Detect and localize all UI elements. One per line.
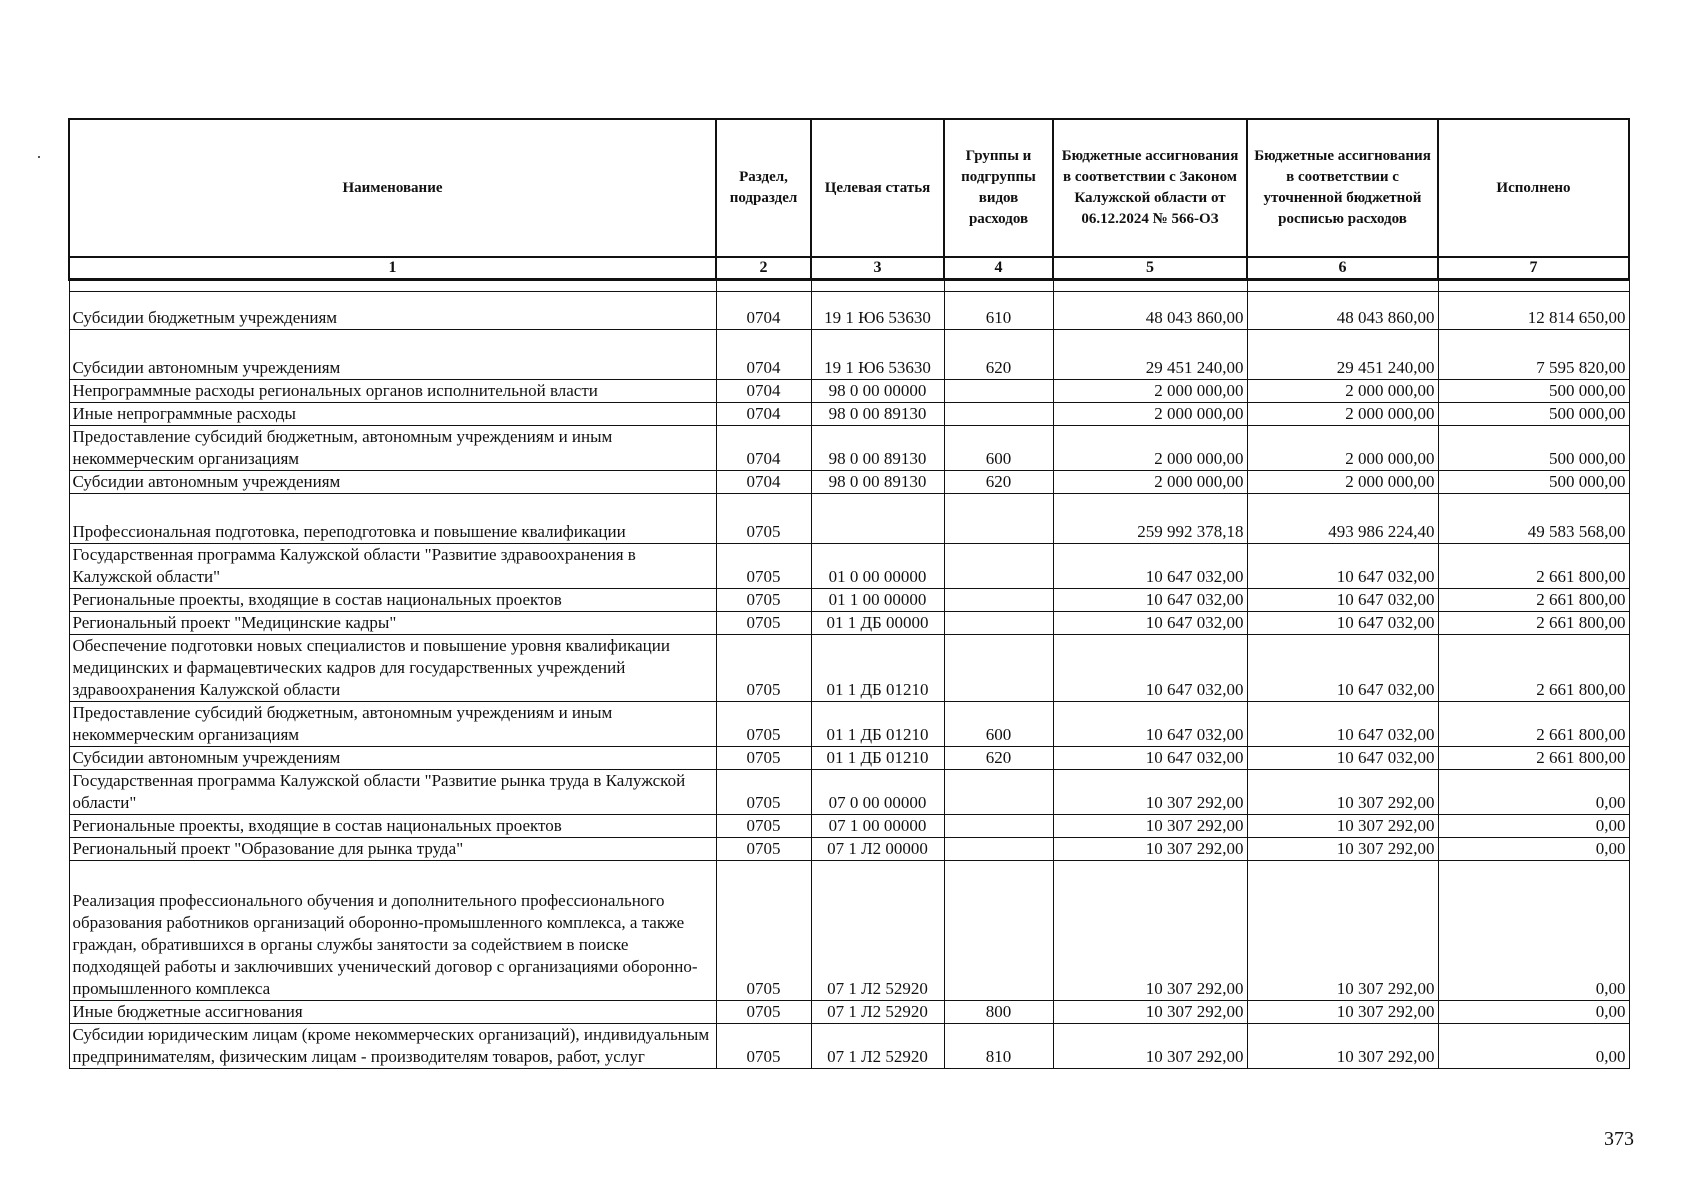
row-law: 48 043 860,00 xyxy=(1053,292,1247,330)
row-name: Субсидии автономным учреждениям xyxy=(69,330,716,380)
table-row xyxy=(69,1024,1629,1069)
row-executed: 0,00 xyxy=(1438,838,1629,861)
row-refined: 2 000 000,00 xyxy=(1247,403,1438,426)
row-name: Иные бюджетные ассигнования xyxy=(69,1001,716,1024)
table-row xyxy=(69,612,1629,635)
row-section: 0705 xyxy=(716,1001,811,1024)
row-refined: 10 647 032,00 xyxy=(1247,544,1438,589)
row-name: Субсидии автономным учреждениям xyxy=(69,747,716,770)
row-group xyxy=(944,380,1053,403)
table-row xyxy=(69,770,1629,815)
row-refined: 29 451 240,00 xyxy=(1247,330,1438,380)
row-target: 07 1 00 00000 xyxy=(811,815,944,838)
row-name: Государственная программа Калужской области "Развитие здравоохранения в Калужской области" xyxy=(69,544,716,589)
header-executed: Исполнено xyxy=(1438,119,1629,257)
table-row xyxy=(69,1001,1629,1024)
table-row xyxy=(69,635,1629,702)
table-row xyxy=(69,494,1629,544)
row-group xyxy=(944,403,1053,426)
row-executed: 0,00 xyxy=(1438,1024,1629,1069)
table-row xyxy=(69,471,1629,494)
row-law: 10 307 292,00 xyxy=(1053,815,1247,838)
row-section: 0705 xyxy=(716,861,811,1001)
row-group xyxy=(944,589,1053,612)
row-name: Обеспечение подготовки новых специалистов и повышение уровня квалификации медицинских и фармацевтических кадров для государственных учреждений здравоохранения Калужской области xyxy=(69,635,716,702)
row-target: 07 1 Л2 52920 xyxy=(811,1024,944,1069)
row-section: 0705 xyxy=(716,612,811,635)
table-row xyxy=(69,815,1629,838)
row-refined: 2 000 000,00 xyxy=(1247,380,1438,403)
table-row xyxy=(69,747,1629,770)
row-section: 0705 xyxy=(716,815,811,838)
row-name: Региональные проекты, входящие в состав национальных проектов xyxy=(69,589,716,612)
table-row xyxy=(69,589,1629,612)
row-group: 620 xyxy=(944,330,1053,380)
row-name: Непрограммные расходы региональных органов исполнительной власти xyxy=(69,380,716,403)
row-target: 07 1 Л2 52920 xyxy=(811,1001,944,1024)
row-target xyxy=(811,494,944,544)
row-refined: 10 307 292,00 xyxy=(1247,770,1438,815)
row-executed: 0,00 xyxy=(1438,770,1629,815)
header-row xyxy=(69,119,1629,257)
row-section: 0705 xyxy=(716,1024,811,1069)
row-law: 10 307 292,00 xyxy=(1053,1024,1247,1069)
row-law: 2 000 000,00 xyxy=(1053,426,1247,471)
row-group xyxy=(944,815,1053,838)
row-executed: 500 000,00 xyxy=(1438,426,1629,471)
column-number: 1 xyxy=(69,257,716,280)
row-law: 10 647 032,00 xyxy=(1053,702,1247,747)
table-row xyxy=(69,544,1629,589)
row-section: 0704 xyxy=(716,426,811,471)
row-executed: 2 661 800,00 xyxy=(1438,635,1629,702)
row-target: 98 0 00 00000 xyxy=(811,380,944,403)
row-section: 0705 xyxy=(716,702,811,747)
row-refined: 10 307 292,00 xyxy=(1247,838,1438,861)
row-group: 800 xyxy=(944,1001,1053,1024)
row-section: 0704 xyxy=(716,330,811,380)
row-target: 07 1 Л2 00000 xyxy=(811,838,944,861)
table-row xyxy=(69,702,1629,747)
row-refined: 10 647 032,00 xyxy=(1247,747,1438,770)
row-target: 01 1 ДБ 01210 xyxy=(811,702,944,747)
row-target: 07 0 00 00000 xyxy=(811,770,944,815)
table-row xyxy=(69,330,1629,380)
row-refined: 48 043 860,00 xyxy=(1247,292,1438,330)
table-row xyxy=(69,861,1629,1001)
row-name: Субсидии юридическим лицам (кроме некоммерческих организаций), индивидуальным предпринимателям, физическим лицам - производителям товаров, работ, услуг xyxy=(69,1024,716,1069)
row-executed: 0,00 xyxy=(1438,815,1629,838)
row-law: 10 307 292,00 xyxy=(1053,838,1247,861)
column-number: 3 xyxy=(811,257,944,280)
row-executed: 7 595 820,00 xyxy=(1438,330,1629,380)
row-law: 10 647 032,00 xyxy=(1053,589,1247,612)
row-section: 0705 xyxy=(716,544,811,589)
row-executed: 500 000,00 xyxy=(1438,403,1629,426)
row-refined: 2 000 000,00 xyxy=(1247,471,1438,494)
row-group: 810 xyxy=(944,1024,1053,1069)
table-row xyxy=(69,838,1629,861)
row-group xyxy=(944,494,1053,544)
row-executed: 2 661 800,00 xyxy=(1438,612,1629,635)
row-name: Иные непрограммные расходы xyxy=(69,403,716,426)
row-law: 2 000 000,00 xyxy=(1053,380,1247,403)
row-law: 259 992 378,18 xyxy=(1053,494,1247,544)
table-row xyxy=(69,380,1629,403)
row-name: Реализация профессионального обучения и дополнительного профессионального образования работников организаций оборонно-промышленного комплекса, а также граждан, обратившихся в органы службы занятости за содействием в поиске подходящей работы и заключивших ученический договор с организациями оборонно-промышленного комплекса xyxy=(69,861,716,1001)
column-number: 7 xyxy=(1438,257,1629,280)
row-executed: 0,00 xyxy=(1438,861,1629,1001)
table-row xyxy=(69,426,1629,471)
row-executed: 500 000,00 xyxy=(1438,471,1629,494)
row-section: 0705 xyxy=(716,770,811,815)
row-section: 0704 xyxy=(716,292,811,330)
row-refined: 493 986 224,40 xyxy=(1247,494,1438,544)
row-target: 98 0 00 89130 xyxy=(811,471,944,494)
row-refined: 10 307 292,00 xyxy=(1247,815,1438,838)
row-target: 19 1 Ю6 53630 xyxy=(811,330,944,380)
row-target: 01 1 ДБ 01210 xyxy=(811,635,944,702)
row-group xyxy=(944,861,1053,1001)
row-refined: 10 307 292,00 xyxy=(1247,861,1438,1001)
row-section: 0705 xyxy=(716,747,811,770)
header-target: Целевая статья xyxy=(811,119,944,257)
column-number: 4 xyxy=(944,257,1053,280)
row-name: Региональный проект "Образование для рынка труда" xyxy=(69,838,716,861)
row-section: 0705 xyxy=(716,635,811,702)
row-section: 0704 xyxy=(716,380,811,403)
header-group: Группы и подгруппы видов расходов xyxy=(944,119,1053,257)
row-section: 0704 xyxy=(716,403,811,426)
row-law: 29 451 240,00 xyxy=(1053,330,1247,380)
row-name: Государственная программа Калужской области "Развитие рынка труда в Калужской области" xyxy=(69,770,716,815)
row-target: 01 1 ДБ 01210 xyxy=(811,747,944,770)
table-row xyxy=(69,292,1629,330)
row-executed: 500 000,00 xyxy=(1438,380,1629,403)
row-name: Предоставление субсидий бюджетным, автономным учреждениям и иным некоммерческим организациям xyxy=(69,702,716,747)
header-section: Раздел, подраздел xyxy=(716,119,811,257)
row-name: Предоставление субсидий бюджетным, автономным учреждениям и иным некоммерческим организациям xyxy=(69,426,716,471)
header-name: Наименование xyxy=(69,119,716,257)
row-group xyxy=(944,544,1053,589)
row-section: 0705 xyxy=(716,494,811,544)
row-name: Профессиональная подготовка, переподготовка и повышение квалификации xyxy=(69,494,716,544)
row-group: 600 xyxy=(944,426,1053,471)
row-law: 10 647 032,00 xyxy=(1053,544,1247,589)
row-refined: 10 307 292,00 xyxy=(1247,1024,1438,1069)
row-target: 01 1 ДБ 00000 xyxy=(811,612,944,635)
row-law: 10 647 032,00 xyxy=(1053,635,1247,702)
row-refined: 10 307 292,00 xyxy=(1247,1001,1438,1024)
row-target: 01 0 00 00000 xyxy=(811,544,944,589)
scan-speck xyxy=(38,156,40,158)
row-name: Региональный проект "Медицинские кадры" xyxy=(69,612,716,635)
column-number-row xyxy=(69,257,1629,280)
row-target: 98 0 00 89130 xyxy=(811,426,944,471)
row-target: 01 1 00 00000 xyxy=(811,589,944,612)
row-section: 0705 xyxy=(716,589,811,612)
row-refined: 10 647 032,00 xyxy=(1247,589,1438,612)
row-group: 620 xyxy=(944,471,1053,494)
row-target: 98 0 00 89130 xyxy=(811,403,944,426)
row-law: 10 647 032,00 xyxy=(1053,612,1247,635)
row-group: 610 xyxy=(944,292,1053,330)
column-number: 5 xyxy=(1053,257,1247,280)
spacer-row xyxy=(69,280,1629,292)
row-name: Субсидии автономным учреждениям xyxy=(69,471,716,494)
row-group: 620 xyxy=(944,747,1053,770)
row-executed: 2 661 800,00 xyxy=(1438,702,1629,747)
row-refined: 10 647 032,00 xyxy=(1247,612,1438,635)
budget-table xyxy=(68,118,1630,1069)
row-refined: 10 647 032,00 xyxy=(1247,635,1438,702)
header-law: Бюджетные ассигнования в соответствии с Законом Калужской области от 06.12.2024 № 566-ОЗ xyxy=(1053,119,1247,257)
row-executed: 12 814 650,00 xyxy=(1438,292,1629,330)
row-group xyxy=(944,770,1053,815)
row-group: 600 xyxy=(944,702,1053,747)
row-executed: 49 583 568,00 xyxy=(1438,494,1629,544)
page-number: 373 xyxy=(1604,1128,1634,1150)
row-name: Региональные проекты, входящие в состав национальных проектов xyxy=(69,815,716,838)
row-executed: 0,00 xyxy=(1438,1001,1629,1024)
row-law: 10 307 292,00 xyxy=(1053,861,1247,1001)
row-target: 07 1 Л2 52920 xyxy=(811,861,944,1001)
row-executed: 2 661 800,00 xyxy=(1438,589,1629,612)
column-number: 6 xyxy=(1247,257,1438,280)
header-refined: Бюджетные ассигнования в соответствии с уточненной бюджетной росписью расходов xyxy=(1247,119,1438,257)
row-executed: 2 661 800,00 xyxy=(1438,544,1629,589)
row-law: 10 307 292,00 xyxy=(1053,770,1247,815)
row-executed: 2 661 800,00 xyxy=(1438,747,1629,770)
row-section: 0704 xyxy=(716,471,811,494)
row-law: 10 647 032,00 xyxy=(1053,747,1247,770)
column-number: 2 xyxy=(716,257,811,280)
table-row xyxy=(69,403,1629,426)
row-refined: 2 000 000,00 xyxy=(1247,426,1438,471)
row-group xyxy=(944,838,1053,861)
row-section: 0705 xyxy=(716,838,811,861)
row-law: 2 000 000,00 xyxy=(1053,471,1247,494)
row-group xyxy=(944,612,1053,635)
row-refined: 10 647 032,00 xyxy=(1247,702,1438,747)
row-target: 19 1 Ю6 53630 xyxy=(811,292,944,330)
row-law: 10 307 292,00 xyxy=(1053,1001,1247,1024)
row-group xyxy=(944,635,1053,702)
row-name: Субсидии бюджетным учреждениям xyxy=(69,292,716,330)
row-law: 2 000 000,00 xyxy=(1053,403,1247,426)
